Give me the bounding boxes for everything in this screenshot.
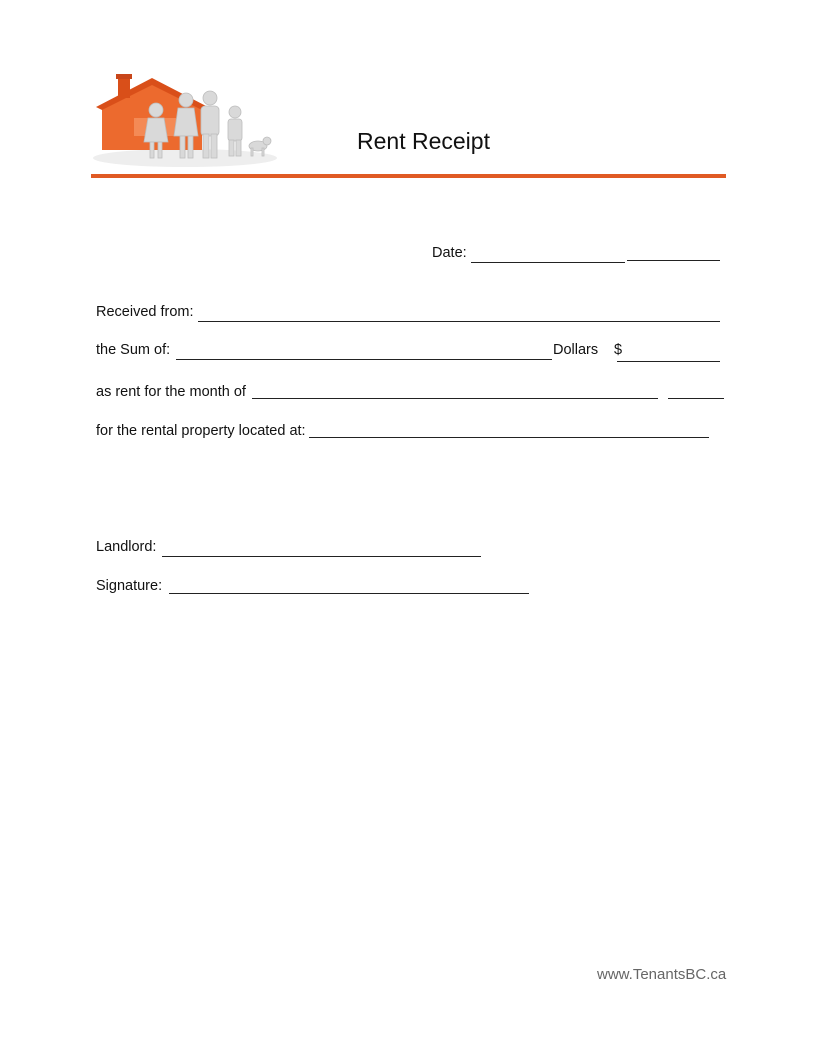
header-divider <box>91 174 726 178</box>
property-label: for the rental property located at: <box>96 423 306 439</box>
month-field-extra[interactable] <box>668 398 724 399</box>
month-label: as rent for the month of <box>96 384 246 400</box>
landlord-label: Landlord: <box>96 539 157 555</box>
signature-field[interactable] <box>169 593 529 594</box>
received-from-label: Received from: <box>96 304 194 320</box>
date-field-extra[interactable] <box>627 260 720 261</box>
property-field[interactable] <box>309 437 709 438</box>
date-label: Date: <box>432 245 467 261</box>
signature-label: Signature: <box>96 578 163 594</box>
sum-label: the Sum of: <box>96 342 171 358</box>
house-family-logo-icon <box>90 70 280 170</box>
footer-website: www.TenantsBC.ca <box>597 966 727 983</box>
page-title: Rent Receipt <box>357 128 490 154</box>
landlord-field[interactable] <box>162 556 481 557</box>
dollars-label: Dollars <box>553 342 599 358</box>
date-field[interactable] <box>471 262 625 263</box>
month-field[interactable] <box>252 398 658 399</box>
received-from-field[interactable] <box>198 321 720 322</box>
dollar-sign: $ <box>614 342 623 358</box>
amount-field[interactable] <box>617 361 720 362</box>
sum-field[interactable] <box>176 359 552 360</box>
